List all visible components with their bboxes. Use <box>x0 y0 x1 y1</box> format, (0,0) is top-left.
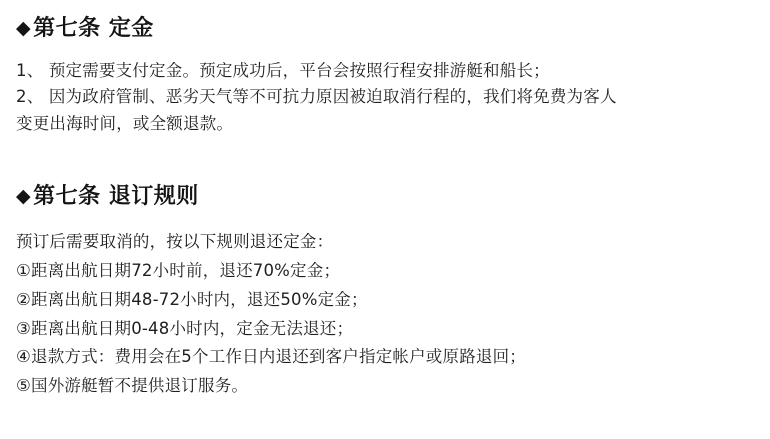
section-heading-deposit <box>16 14 754 44</box>
section-heading-text: 第七条 定金 <box>33 16 154 41</box>
cancellation-rules-list <box>16 257 754 401</box>
section-spacer <box>16 162 754 182</box>
paragraph-line: 1、 预定需要支付定金。预定成功后，平台会按照行程安排游艇和船长； <box>16 60 550 80</box>
list-item: ②距离出航日期48-72小时内，退还50%定金； <box>16 289 368 309</box>
list-item: ⑤国外游艇暂不提供退订服务。 <box>16 376 249 396</box>
section-heading-text: 第七条 退订规则 <box>33 183 199 209</box>
diamond-bullet-icon: ◆ <box>16 184 32 207</box>
list-item: ④退款方式：费用会在5个工作日内退还到客户指定帐户或原路退回； <box>16 347 526 367</box>
diamond-bullet-icon: ◆ <box>16 17 32 39</box>
paragraph-line: 变更出海时间，或全额退款。 <box>16 114 234 134</box>
paragraph-line: 2、 因为政府管制、恶劣天气等不可抗力原因被迫取消行程的，我们将免费为客人 <box>16 87 617 107</box>
section-body-deposit <box>16 58 754 138</box>
section-heading-cancellation <box>16 182 754 212</box>
cancellation-intro: 预订后需要取消的，按以下规则退还定金： <box>16 231 334 251</box>
section-cancellation <box>16 182 754 401</box>
section-deposit <box>16 14 754 138</box>
list-item: ③距离出航日期0-48小时内，定金无法退还； <box>16 318 354 338</box>
list-item: ①距离出航日期72小时前，退还70%定金； <box>16 261 341 281</box>
